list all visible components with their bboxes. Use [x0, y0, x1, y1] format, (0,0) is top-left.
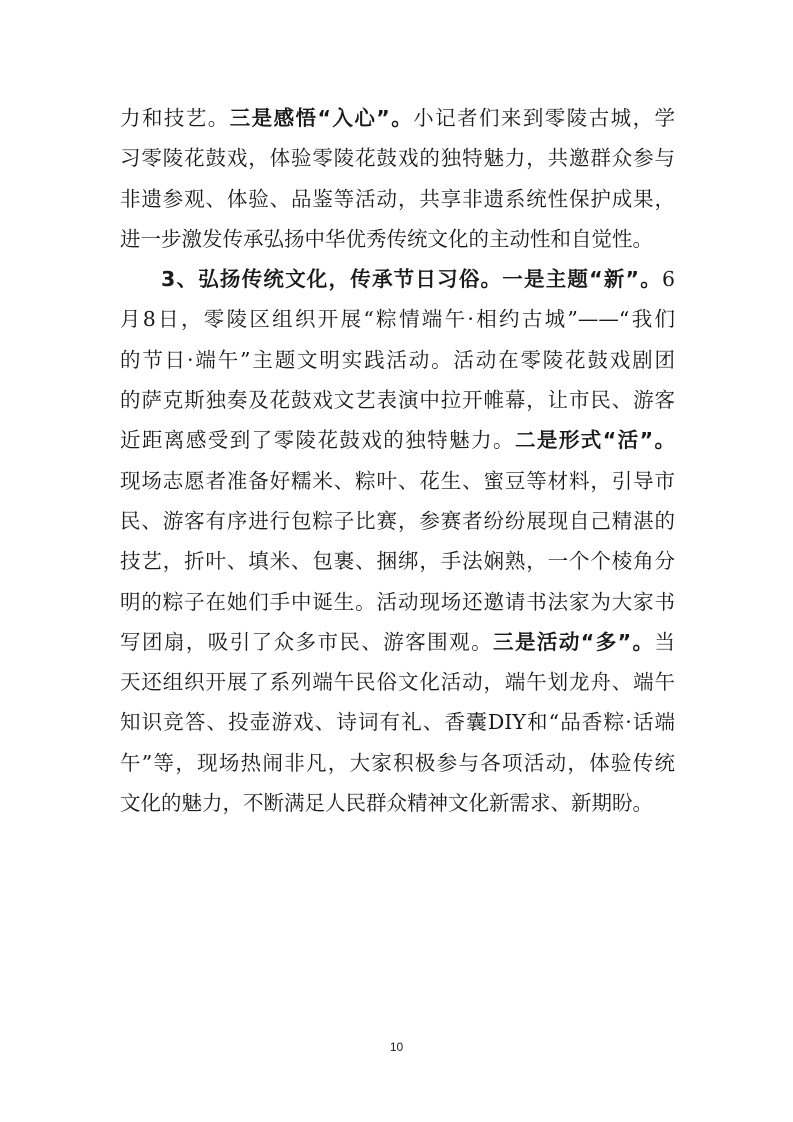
bold-heading: 三是感悟“入心”。	[229, 106, 414, 130]
text-run: 小记者们来到零陵古城，学	[413, 106, 676, 130]
section-heading: 3、弘扬传统文化，传承节日习俗。一是主题“新”。	[161, 267, 662, 292]
text-line: 天还组织开展了系列端午民俗文化活动，端午划龙舟、端午	[120, 670, 675, 695]
text-line: 进一步激发传承弘扬中华优秀传统文化的主动性和自觉性。	[120, 226, 653, 251]
paragraph-2	[120, 259, 675, 823]
text-run: 当	[654, 629, 675, 654]
text-line: 午”等，现场热闹非凡，大家积极参与各项活动，体验传统	[120, 750, 675, 775]
paragraph-1	[120, 98, 675, 259]
text-line	[120, 622, 675, 662]
text-line	[120, 420, 675, 460]
text-line: 的萨克斯独奏及花鼓戏文艺表演中拉开帷幕，让市民、游客	[120, 388, 675, 413]
text-line: 现场志愿者准备好糯米、粽叶、花生、蜜豆等材料，引导市	[120, 468, 675, 493]
text-line: 月8日，零陵区组织开展“粽情端午·相约古城”——“我们	[120, 307, 675, 332]
text-line: 明的粽子在她们手中诞生。活动现场还邀请书法家为大家书	[120, 589, 675, 614]
text-line: 的节日·端午”主题文明实践活动。活动在零陵花鼓戏剧团	[120, 347, 675, 372]
text-run: 6	[661, 267, 675, 292]
text-line: 民、游客有序进行包粽子比赛，参赛者纷纷展现自己精湛的	[120, 508, 675, 533]
text-line	[120, 98, 675, 138]
text-run: 力和技艺。	[120, 106, 230, 130]
text-line	[120, 259, 675, 299]
bold-heading: 三是活动“多”。	[493, 629, 655, 654]
text-line: 知识竞答、投壶游戏、诗词有礼、香囊DIY和“品香粽·话端	[120, 710, 675, 735]
text-line: 习零陵花鼓戏，体验零陵花鼓戏的独特魅力，共邀群众参与	[120, 146, 675, 171]
text-run: 近距离感受到了零陵花鼓戏的独特魅力。	[120, 428, 515, 453]
text-line: 文化的魅力，不断满足人民群众精神文化新需求、新期盼。	[120, 791, 653, 816]
page-number: 10	[389, 1040, 404, 1054]
bold-heading: 二是形式“活”。	[514, 428, 675, 453]
text-run: 写团扇，吸引了众多市民、游客围观。	[120, 629, 494, 654]
text-line: 非遗参观、体验、品鉴等活动，共享非遗系统性保护成果，	[120, 186, 675, 211]
text-line: 技艺，折叶、填米、包裹、捆绑，手法娴熟，一个个棱角分	[120, 549, 675, 574]
document-body	[120, 98, 675, 823]
